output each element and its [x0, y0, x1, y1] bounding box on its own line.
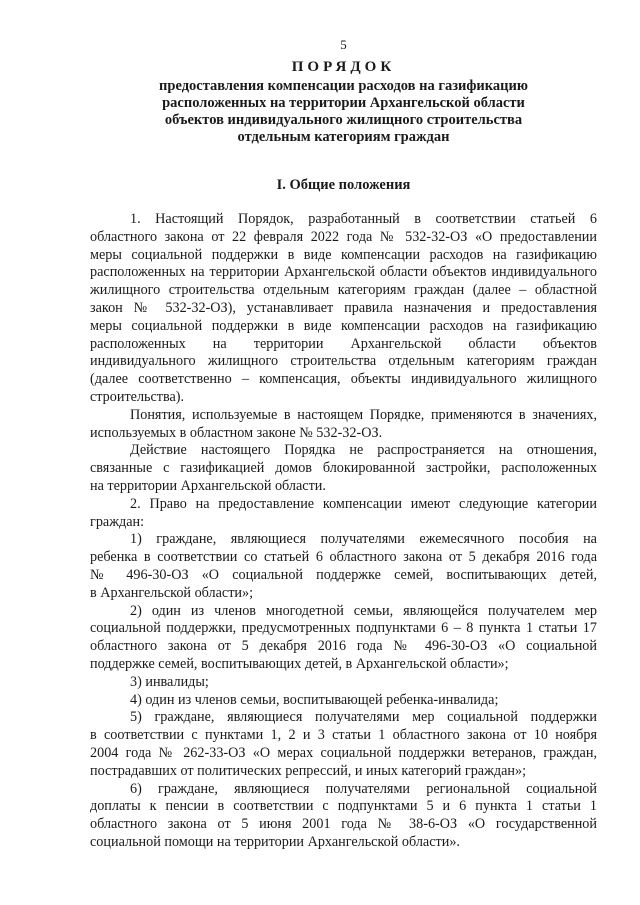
paragraph-line: областного закона от 5 июня 2001 года № 38-6-ОЗ «О государственной [90, 816, 597, 833]
paragraph-line: в Архангельской области»; [90, 584, 254, 601]
document-title: ПОРЯДОК [291, 59, 396, 75]
document-subtitle [90, 78, 597, 146]
subtitle-line: объектов индивидуального жилищного строительства [164, 112, 523, 128]
paragraph-line: Действие настоящего Порядка не распространяется на отношения, [130, 442, 597, 459]
document-body [90, 211, 597, 852]
paragraph-line: в соответствии с пунктами 1, 2 и 3 статьи 1 областного закона от 10 ноября [90, 727, 597, 744]
section-heading: I. Общие положения [276, 177, 411, 193]
paragraph-line: граждан: [90, 513, 145, 530]
paragraph-line: 6) граждане, являющиеся получателями региональной социальной [130, 780, 597, 797]
paragraph-line: Понятия, используемые в настоящем Порядке, применяются в значениях, [130, 406, 597, 423]
paragraph-line: (далее соответственно – компенсация, объекты индивидуального жилищного [90, 371, 597, 388]
paragraph-line: социальной поддержки, предусмотренных подпунктами 6 – 8 пункта 1 статьи 17 [90, 620, 597, 637]
paragraph-line: 2) один из членов многодетной семьи, являющейся получателем мер [130, 602, 597, 619]
paragraph [90, 692, 597, 710]
paragraph-line: расположенных на территории Архангельской области объектов [90, 335, 597, 352]
paragraph-line: используемых в областном законе № 532-32-ОЗ. [90, 424, 383, 441]
paragraph-line: областного закона от 5 декабря 2016 года № 496-30-ОЗ «О социальной [90, 638, 597, 655]
paragraph-line: расположенных на территории Архангельской области объектов индивидуального [90, 264, 597, 281]
paragraph-line: социальной помощи на территории Архангельской области». [90, 833, 460, 850]
paragraph-line: ребенка в соответствии со статьей 6 областного закона от 5 декабря 2016 года [90, 549, 597, 566]
paragraph [90, 674, 597, 692]
paragraph-line: поддержке семей, воспитывающих детей, в Архангельской области»; [90, 655, 509, 672]
paragraph-line: 4) один из членов семьи, воспитывающей ребенка-инвалида; [130, 691, 499, 708]
paragraph-line: 1. Настоящий Порядок, разработанный в соответствии статьей 6 [130, 211, 597, 227]
paragraph-line: 2. Право на предоставление компенсации имеют следующие категории [130, 495, 597, 512]
paragraph-line: индивидуального жилищного строительства отдельным категориям граждан [90, 353, 597, 370]
paragraph-line: меры социальной поддержки в виде компенсации расходов на газификацию [90, 317, 597, 334]
paragraph-line: связанные с газификацией домов блокированной застройки, расположенных [90, 460, 597, 477]
paragraph-line: № 496-30-ОЗ «О социальной поддержке семей, воспитывающих детей, [90, 566, 597, 583]
paragraph-line: на территории Архангельской области. [90, 477, 326, 494]
paragraph [90, 211, 597, 407]
subtitle-line: расположенных на территории Архангельской области [162, 95, 525, 111]
subtitle-line: предоставления компенсации расходов на газификацию [159, 78, 528, 94]
paragraph [90, 781, 597, 852]
paragraph [90, 531, 597, 602]
paragraph [90, 603, 597, 674]
paragraph-line: доплаты к пенсии в соответствии с подпунктами 5 и 6 пункта 1 статьи 1 [90, 798, 597, 815]
paragraph-line: 3) инвалиды; [130, 673, 209, 690]
paragraph-line: областного закона от 22 февраля 2022 года № 532-32-ОЗ «О предоставлении [90, 228, 597, 245]
subtitle-line: отдельным категориям граждан [237, 129, 450, 145]
paragraph [90, 442, 597, 495]
paragraph-line: строительства). [90, 388, 185, 405]
paragraph-line: меры социальной поддержки в виде компенсации расходов на газификацию [90, 246, 597, 263]
paragraph [90, 496, 597, 532]
paragraph-line: закон № 532-32-ОЗ), устанавливает правила назначения и предоставления [90, 299, 597, 316]
paragraph-line: жилищного строительства отдельным категориям граждан (далее – областной [90, 282, 597, 299]
paragraph-line: 2004 года № 262-33-ОЗ «О мерах социальной поддержки ветеранов, граждан, [90, 744, 597, 761]
paragraph [90, 407, 597, 443]
page-number: 5 [340, 37, 347, 52]
paragraph-line: 1) граждане, являющиеся получателями ежемесячного пособия на [130, 531, 597, 548]
paragraph-line: 5) граждане, являющиеся получателями мер социальной поддержки [130, 709, 597, 726]
paragraph [90, 709, 597, 780]
paragraph-line: пострадавших от политических репрессий, и иных категорий граждан»; [90, 762, 527, 779]
